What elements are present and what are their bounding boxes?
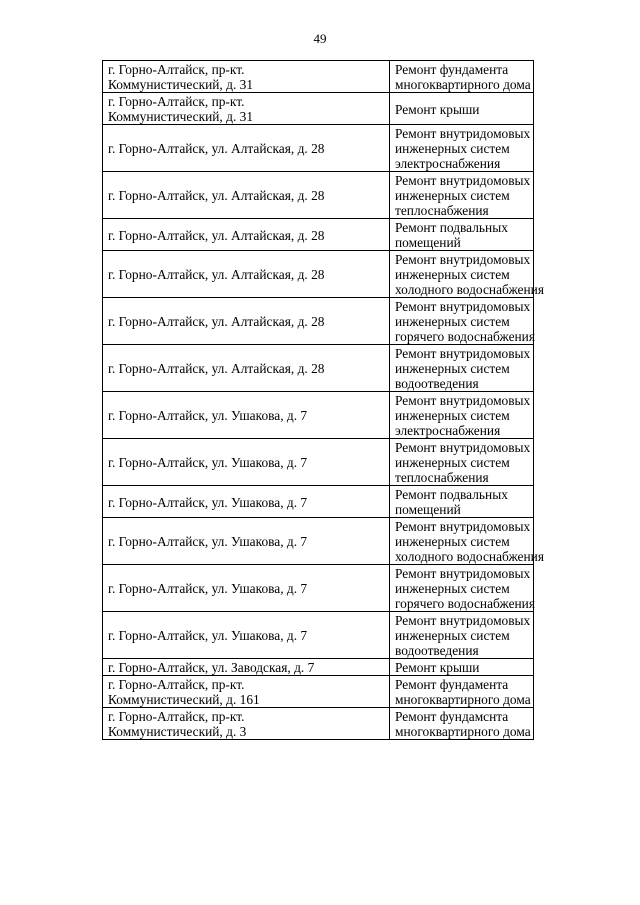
work-type-cell: Ремонт крыши: [390, 659, 534, 676]
table-row: [103, 219, 534, 251]
address-cell: г. Горно-Алтайск, ул. Ушакова, д. 7: [103, 565, 390, 612]
table-row: [103, 125, 534, 172]
table-row: [103, 708, 534, 740]
table-row: [103, 565, 534, 612]
work-type-cell: Ремонт внутридомовых инженерных систем теплоснабжения: [390, 172, 534, 219]
table-row: [103, 61, 534, 93]
works-table: [102, 60, 544, 740]
table-row: [103, 659, 534, 676]
address-cell: г. Горно-Алтайск, ул. Ушакова, д. 7: [103, 486, 390, 518]
address-cell: г. Горно-Алтайск, ул. Заводская, д. 7: [103, 659, 390, 676]
work-type-cell: Ремонт фундамснта многоквартирного дома: [390, 708, 534, 740]
work-type-cell: Ремонт внутридомовых инженерных систем водоотведения: [390, 345, 534, 392]
table-row: [103, 93, 534, 125]
address-cell: г. Горно-Алтайск, пр-кт. Коммунистический, д. 31: [103, 61, 390, 93]
table-row: [103, 486, 534, 518]
table-row: [103, 172, 534, 219]
table-row: [103, 676, 534, 708]
work-type-cell: Ремонт внутридомовых инженерных систем электроснабжения: [390, 125, 534, 172]
table-row: [103, 612, 534, 659]
works-table-body: [103, 61, 544, 740]
table-row: [103, 392, 534, 439]
address-cell: г. Горно-Алтайск, ул. Ушакова, д. 7: [103, 439, 390, 486]
work-type-cell: Ремонт внутридомовых инженерных систем горячего водоснабжения: [390, 565, 534, 612]
address-cell: г. Горно-Алтайск, ул. Алтайская, д. 28: [103, 172, 390, 219]
table-row: [103, 251, 534, 298]
address-cell: г. Горно-Алтайск, пр-кт. Коммунистический, д. 31: [103, 93, 390, 125]
work-type-cell: Ремонт внутридомовых инженерных систем холодного водоснабжения: [390, 251, 534, 298]
work-type-cell: Ремонт фундамента многоквартирного дома: [390, 61, 534, 93]
address-cell: г. Горно-Алтайск, ул. Ушакова, д. 7: [103, 392, 390, 439]
work-type-cell: Ремонт внутридомовых инженерных систем холодного водоснабжения: [390, 518, 534, 565]
work-type-cell: Ремонт фундамента многоквартирного дома: [390, 676, 534, 708]
address-cell: г. Горно-Алтайск, ул. Алтайская, д. 28: [103, 251, 390, 298]
address-cell: г. Горно-Алтайск, ул. Алтайская, д. 28: [103, 125, 390, 172]
table-row: [103, 345, 534, 392]
work-type-cell: Ремонт подвальных помещений: [390, 219, 534, 251]
address-cell: г. Горно-Алтайск, ул. Алтайская, д. 28: [103, 345, 390, 392]
address-cell: г. Горно-Алтайск, пр-кт. Коммунистический, д. 3: [103, 708, 390, 740]
address-cell: г. Горно-Алтайск, ул. Ушакова, д. 7: [103, 518, 390, 565]
work-type-cell: Ремонт внутридомовых инженерных систем электроснабжения: [390, 392, 534, 439]
table-row: [103, 518, 534, 565]
work-type-cell: Ремонт подвальных помещений: [390, 486, 534, 518]
work-type-cell: Ремонт внутридомовых инженерных систем горячего водоснабжения: [390, 298, 534, 345]
page-number: 49: [313, 31, 327, 46]
address-cell: г. Горно-Алтайск, ул. Алтайская, д. 28: [103, 219, 390, 251]
table-row: [103, 298, 534, 345]
address-cell: г. Горно-Алтайск, ул. Ушакова, д. 7: [103, 612, 390, 659]
work-type-cell: Ремонт внутридомовых инженерных систем теплоснабжения: [390, 439, 534, 486]
table-row: [103, 439, 534, 486]
address-cell: г. Горно-Алтайск, пр-кт. Коммунистический, д. 161: [103, 676, 390, 708]
work-type-cell: Ремонт внутридомовых инженерных систем водоотведения: [390, 612, 534, 659]
address-cell: г. Горно-Алтайск, ул. Алтайская, д. 28: [103, 298, 390, 345]
work-type-cell: Ремонт крыши: [390, 93, 534, 125]
